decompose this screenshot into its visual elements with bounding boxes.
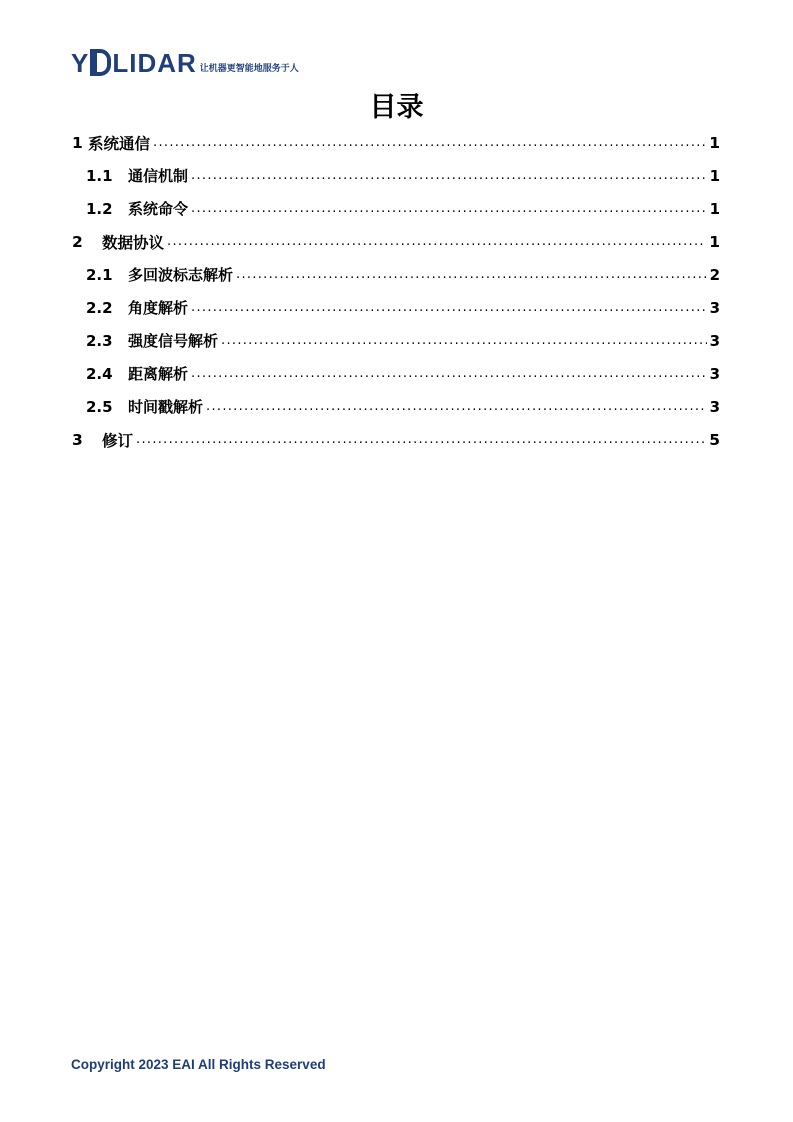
logo-letters-lidar: LIDAR — [112, 47, 197, 78]
toc-entry-number: 2.1 — [86, 265, 113, 284]
toc-entry-page: 1 — [709, 166, 720, 185]
toc-entry[interactable] — [72, 159, 720, 192]
toc-dot-leader — [153, 135, 706, 151]
toc-entry-title: 多回波标志解析 — [128, 266, 234, 284]
page-title: 目录 — [369, 92, 424, 123]
toc-entry-page: 2 — [709, 265, 720, 284]
toc-entry-page: 5 — [709, 430, 720, 449]
toc-entry-page: 1 — [709, 199, 720, 218]
ydlidar-logo — [71, 46, 299, 76]
logo-letter-y: Y — [71, 47, 90, 78]
table-of-contents — [72, 126, 720, 456]
toc-entry-title: 系统命令 — [128, 200, 189, 218]
toc-entry-number: 2.5 — [86, 397, 113, 416]
toc-entry[interactable] — [72, 192, 720, 225]
toc-entry[interactable] — [72, 390, 720, 423]
toc-entry-page: 3 — [709, 397, 720, 416]
toc-dot-leader — [206, 399, 707, 415]
toc-entry-title: 距离解析 — [128, 365, 189, 383]
toc-dot-leader — [191, 300, 707, 316]
toc-entry-number: 2.4 — [86, 364, 113, 383]
toc-entry-number: 1 — [72, 133, 83, 152]
toc-dot-leader — [191, 168, 707, 184]
logo-tagline: 让机器更智能地服务于人 — [199, 64, 299, 74]
toc-entry-page: 1 — [709, 133, 720, 152]
copyright-footer: Copyright 2023 EAI All Rights Reserved — [71, 1057, 326, 1072]
toc-entry[interactable] — [72, 126, 720, 159]
toc-entry-title: 时间戳解析 — [128, 398, 204, 416]
toc-entry-title: 强度信号解析 — [128, 332, 219, 350]
toc-entry-page: 3 — [709, 364, 720, 383]
toc-entry[interactable] — [72, 225, 720, 258]
toc-entry[interactable] — [72, 324, 720, 357]
toc-entry[interactable] — [72, 258, 720, 291]
logo-wordmark — [71, 49, 197, 76]
toc-entry[interactable] — [72, 291, 720, 324]
toc-entry-page: 3 — [709, 331, 720, 350]
toc-dot-leader — [136, 432, 706, 448]
toc-dot-leader — [221, 333, 707, 349]
toc-entry-title: 角度解析 — [128, 299, 189, 317]
toc-entry-title: 系统通信 — [88, 134, 151, 153]
logo-d-shape — [90, 49, 111, 76]
toc-entry-number: 2.3 — [86, 331, 113, 350]
toc-entry-number: 3 — [72, 430, 83, 449]
toc-entry-title: 修订 — [102, 431, 134, 450]
toc-dot-leader — [191, 366, 707, 382]
toc-entry-page: 1 — [709, 232, 720, 251]
toc-entry[interactable] — [72, 423, 720, 456]
toc-entry-number: 2.2 — [86, 298, 113, 317]
toc-entry-number: 1.1 — [86, 166, 113, 185]
toc-entry[interactable] — [72, 357, 720, 390]
toc-entry-page: 3 — [709, 298, 720, 317]
toc-dot-leader — [191, 201, 707, 217]
toc-entry-number: 1.2 — [86, 199, 113, 218]
toc-entry-title: 数据协议 — [102, 233, 165, 252]
toc-dot-leader — [236, 267, 707, 283]
toc-entry-number: 2 — [72, 232, 83, 251]
toc-entry-title: 通信机制 — [128, 167, 189, 185]
toc-dot-leader — [167, 234, 706, 250]
